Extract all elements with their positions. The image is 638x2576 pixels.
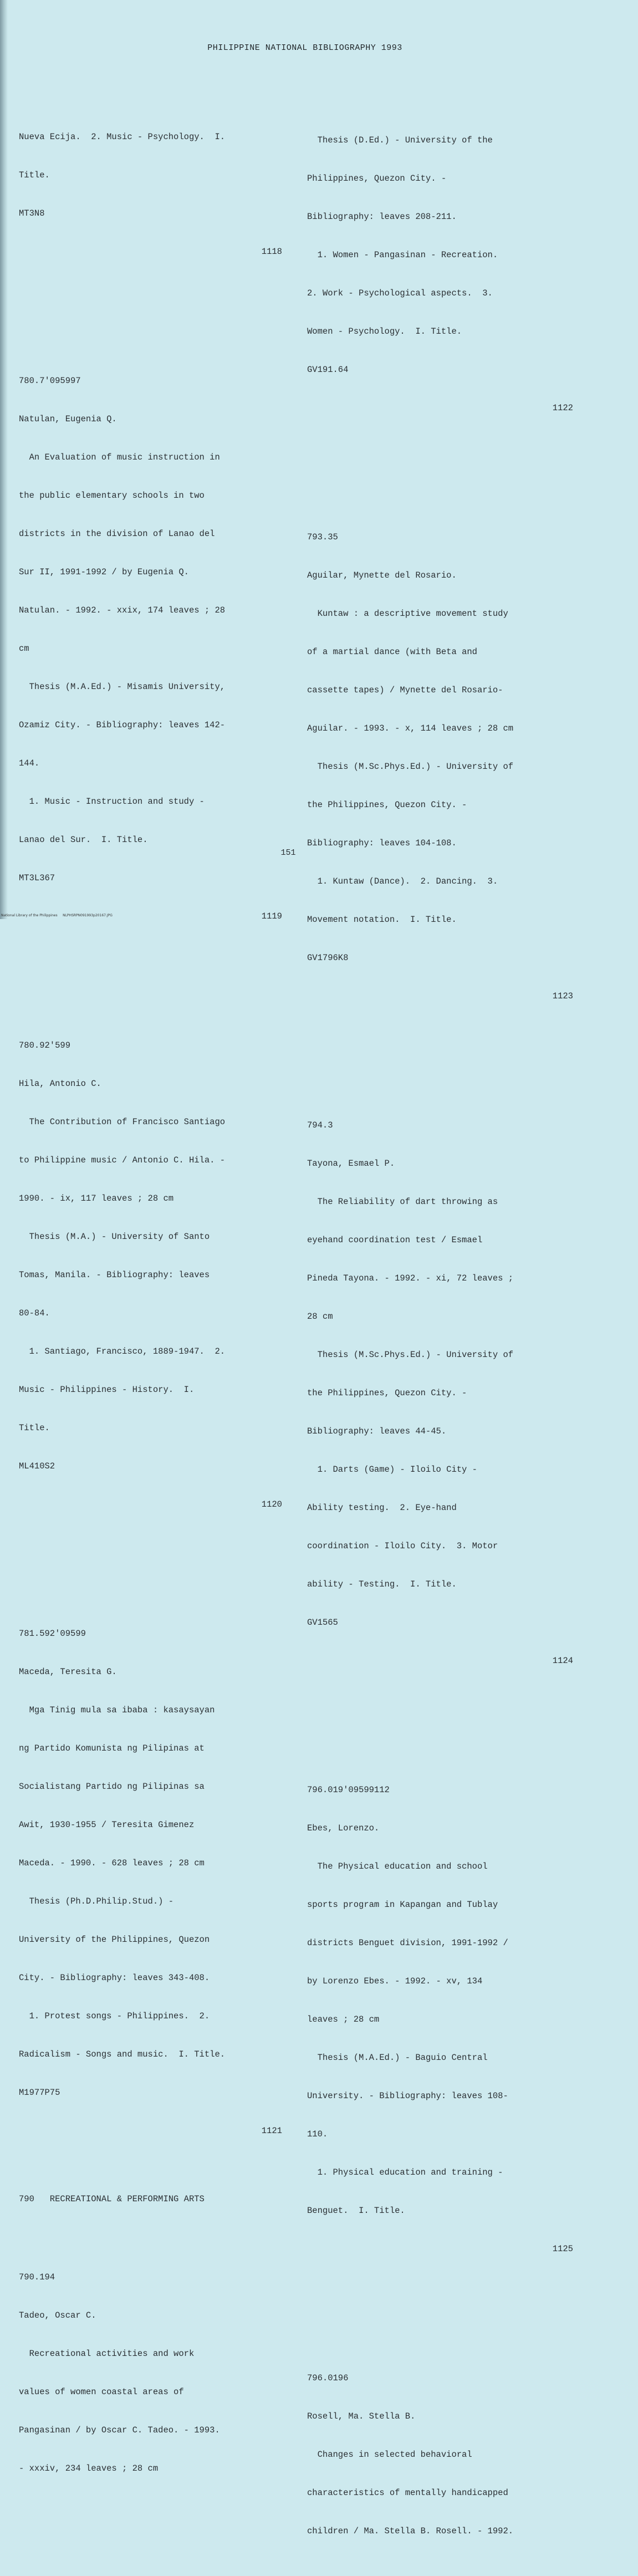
entry-1125 <box>307 1758 573 2281</box>
section-heading: 790 RECREATIONAL & PERFORMING ARTS <box>19 2194 205 2204</box>
entry-line: leaves ; 28 cm <box>307 2014 380 2024</box>
entry-number: 1122 <box>552 403 573 413</box>
entry-line: Thesis (M.Sc.Phys.Ed.) - University of <box>307 762 514 772</box>
entry-line: Title. <box>19 1423 50 1433</box>
call-number: GV1796K8 <box>307 953 349 963</box>
entry-1124 <box>307 1094 573 1693</box>
call-number: ML410S2 <box>19 1461 55 1471</box>
entry-line: 110. <box>307 2129 328 2139</box>
call-number: MT3N8 <box>19 208 45 218</box>
entry-1119 <box>19 349 282 948</box>
entry-line: Bibliography: leaves 208-211. <box>307 212 457 222</box>
entry-line: Maceda. - 1990. - 628 leaves ; 28 cm <box>19 1858 205 1868</box>
author: Maceda, Teresita G. <box>19 1667 117 1677</box>
entry-line: eyehand coordination test / Esmael <box>307 1235 483 1245</box>
entry-1120 <box>19 1014 282 1537</box>
author: Tadeo, Oscar C. <box>19 2310 96 2320</box>
entry-line: Ozamiz City. - Bibliography: leaves 142- <box>19 720 226 730</box>
entry-line: University of the Philippines, Quezon <box>19 1935 210 1945</box>
entry-line: Recreational activities and work <box>19 2349 195 2359</box>
entry-line: Nueva Ecija. 2. Music - Psychology. I. <box>19 132 226 142</box>
entry-line: Music - Philippines - History. I. <box>19 1385 195 1395</box>
entry-line: Mga Tinig mula sa ibaba : kasaysayan <box>19 1705 215 1715</box>
classification-number: 794.3 <box>307 1120 333 1130</box>
entry-line: The Reliability of dart throwing as <box>307 1197 498 1207</box>
entry-line: the Philippines, Quezon City. - <box>307 1388 467 1398</box>
entry-line: 1. Darts (Game) - Iloilo City - <box>307 1465 477 1475</box>
classification-number: 781.592'09599 <box>19 1629 86 1639</box>
entry-line: Women - Psychology. I. Title. <box>307 327 462 336</box>
entry-line: coordination - Iloilo City. 3. Motor <box>307 1541 498 1551</box>
entry-1122-start <box>19 2246 282 2501</box>
entry-line: by Lorenzo Ebes. - 1992. - xv, 134 <box>307 1976 483 1986</box>
entry-line: Ability testing. 2. Eye-hand <box>307 1503 457 1513</box>
entry-line: Kuntaw : a descriptive movement study <box>307 609 508 619</box>
entry-line: Natulan. - 1992. - xxix, 174 leaves ; 28 <box>19 605 226 615</box>
entry-line: 1. Physical education and training - <box>307 2167 503 2177</box>
entry-line: 1. Santiago, Francisco, 1889-1947. 2. <box>19 1346 226 1356</box>
entry-line: Thesis (Ph.D.Philip.Stud.) - <box>19 1896 174 1906</box>
book-binding-edge <box>0 0 8 919</box>
left-column <box>19 80 282 2513</box>
entry-line: Radicalism - Songs and music. I. Title. <box>19 2049 226 2059</box>
entry-1122-end <box>307 109 573 440</box>
entry-line: characteristics of mentally handicapped <box>307 2488 508 2498</box>
entry-line: ng Partido Komunista ng Pilipinas at <box>19 1743 205 1753</box>
entry-line: The Physical education and school <box>307 1861 488 1871</box>
entry-line: 144. <box>19 758 40 768</box>
entry-line: City. - Bibliography: leaves 343-408. <box>19 1973 210 1983</box>
entry-line: to Philippine music / Antonio C. Hila. - <box>19 1155 226 1165</box>
author: Aguilar, Mynette del Rosario. <box>307 570 457 580</box>
classification-number: 793.35 <box>307 532 338 542</box>
entry-line: Thesis (M.A.) - University of Santo <box>19 1232 210 1242</box>
entry-line: Tomas, Manila. - Bibliography: leaves <box>19 1270 210 1280</box>
author: Hila, Antonio C. <box>19 1079 101 1089</box>
entry-number: 1119 <box>261 911 282 921</box>
classification-number: 790.194 <box>19 2272 55 2282</box>
entry-number: 1123 <box>552 991 573 1001</box>
entry-line: of a martial dance (with Beta and <box>307 647 477 657</box>
entry-number: 1125 <box>552 2244 573 2254</box>
entry-line: University. - Bibliography: leaves 108- <box>307 2091 508 2101</box>
entry-line: Thesis (M.A.Ed.) - Misamis University, <box>19 682 226 692</box>
entry-line: Awit, 1930-1955 / Teresita Gimenez <box>19 1820 195 1830</box>
entry-1126-start <box>307 2347 573 2563</box>
entry-line: Benguet. I. Title. <box>307 2206 405 2216</box>
call-number: GV1565 <box>307 1618 338 1628</box>
entry-line: 2. Work - Psychological aspects. 3. <box>307 288 493 298</box>
entry-line: Movement notation. I. Title. <box>307 915 457 925</box>
entry-line: Title. <box>19 170 50 180</box>
right-column <box>307 83 573 2576</box>
entry-line: children / Ma. Stella B. Rosell. - 1992. <box>307 2526 514 2536</box>
entry-line: - xxxiv, 234 leaves ; 28 cm <box>19 2463 159 2473</box>
entry-line: 80-84. <box>19 1308 50 1318</box>
entry-line: An Evaluation of music instruction in <box>19 452 220 462</box>
call-number: MT3L367 <box>19 873 55 883</box>
classification-number: 780.7'095997 <box>19 376 81 386</box>
classification-number: 796.019'09599112 <box>307 1785 390 1795</box>
classification-number: 796.0196 <box>307 2373 349 2383</box>
entry-line: Lanao del Sur. I. Title. <box>19 835 148 845</box>
entry-line: cm <box>19 644 29 654</box>
entry-line: The Contribution of Francisco Santiago <box>19 1117 226 1127</box>
entry-line: Bibliography: leaves 44-45. <box>307 1426 447 1436</box>
entry-line: districts in the division of Lanao del <box>19 529 215 539</box>
entry-line: values of women coastal areas of <box>19 2387 184 2397</box>
call-number: GV191.64 <box>307 365 349 375</box>
entry-line: the public elementary schools in two <box>19 491 205 501</box>
entry-1121 <box>19 1602 282 2163</box>
scan-footer: National Library of the Philippines NLPHSRPN091993p20167.JPG <box>1 914 113 917</box>
entry-line: Sur II, 1991-1992 / by Eugenia Q. <box>19 567 189 577</box>
author: Tayona, Esmael P. <box>307 1159 395 1169</box>
entry-line: Thesis (M.A.Ed.) - Baguio Central <box>307 2053 488 2063</box>
running-header: PHILIPPINE NATIONAL BIBLIOGRAPHY 1993 <box>207 43 402 53</box>
entry-line: Bibliography: leaves 104-108. <box>307 838 457 848</box>
entry-line: 1. Kuntaw (Dance). 2. Dancing. 3. <box>307 876 498 886</box>
entry-line: Aguilar. - 1993. - x, 114 leaves ; 28 cm <box>307 723 514 733</box>
entry-line: sports program in Kapangan and Tublay <box>307 1900 498 1910</box>
entry-number: 1124 <box>552 1656 573 1666</box>
entry-line: Changes in selected behavioral <box>307 2450 472 2460</box>
author: Ebes, Lorenzo. <box>307 1823 380 1833</box>
entry-number: 1120 <box>261 1499 282 1509</box>
entry-line: ability - Testing. I. Title. <box>307 1579 457 1589</box>
entry-line: districts Benguet division, 1991-1992 / <box>307 1938 508 1948</box>
classification-number: 780.92'599 <box>19 1040 71 1050</box>
entry-line: 1. Women - Pangasinan - Recreation. <box>307 250 498 260</box>
author: Rosell, Ma. Stella B. <box>307 2411 416 2421</box>
author: Natulan, Eugenia Q. <box>19 414 117 424</box>
entry-line: Thesis (D.Ed.) - University of the <box>307 135 493 145</box>
entry-line: 1990. - ix, 117 leaves ; 28 cm <box>19 1193 174 1203</box>
entry-line: Socialistang Partido ng Pilipinas sa <box>19 1782 205 1792</box>
entry-1123 <box>307 506 573 1028</box>
call-number: M1977P75 <box>19 2088 60 2098</box>
entry-line: cassette tapes) / Mynette del Rosario- <box>307 685 503 695</box>
entry-line: the Philippines, Quezon City. - <box>307 800 467 810</box>
entry-number: 1118 <box>261 247 282 257</box>
entry-number: 1121 <box>261 2126 282 2136</box>
entry-line: 28 cm <box>307 1312 333 1322</box>
entry-line: 1. Protest songs - Philippines. 2. <box>19 2011 210 2021</box>
entry-line: Pineda Tayona. - 1992. - xi, 72 leaves ; <box>307 1273 514 1283</box>
entry-line: Thesis (M.Sc.Phys.Ed.) - University of <box>307 1350 514 1360</box>
entry-1118 <box>19 105 282 284</box>
entry-line: Philippines, Quezon City. - <box>307 174 447 183</box>
entry-line: Pangasinan / by Oscar C. Tadeo. - 1993. <box>19 2425 220 2435</box>
entry-line: 1. Music - Instruction and study - <box>19 797 205 807</box>
page-number: 151 <box>280 848 296 858</box>
